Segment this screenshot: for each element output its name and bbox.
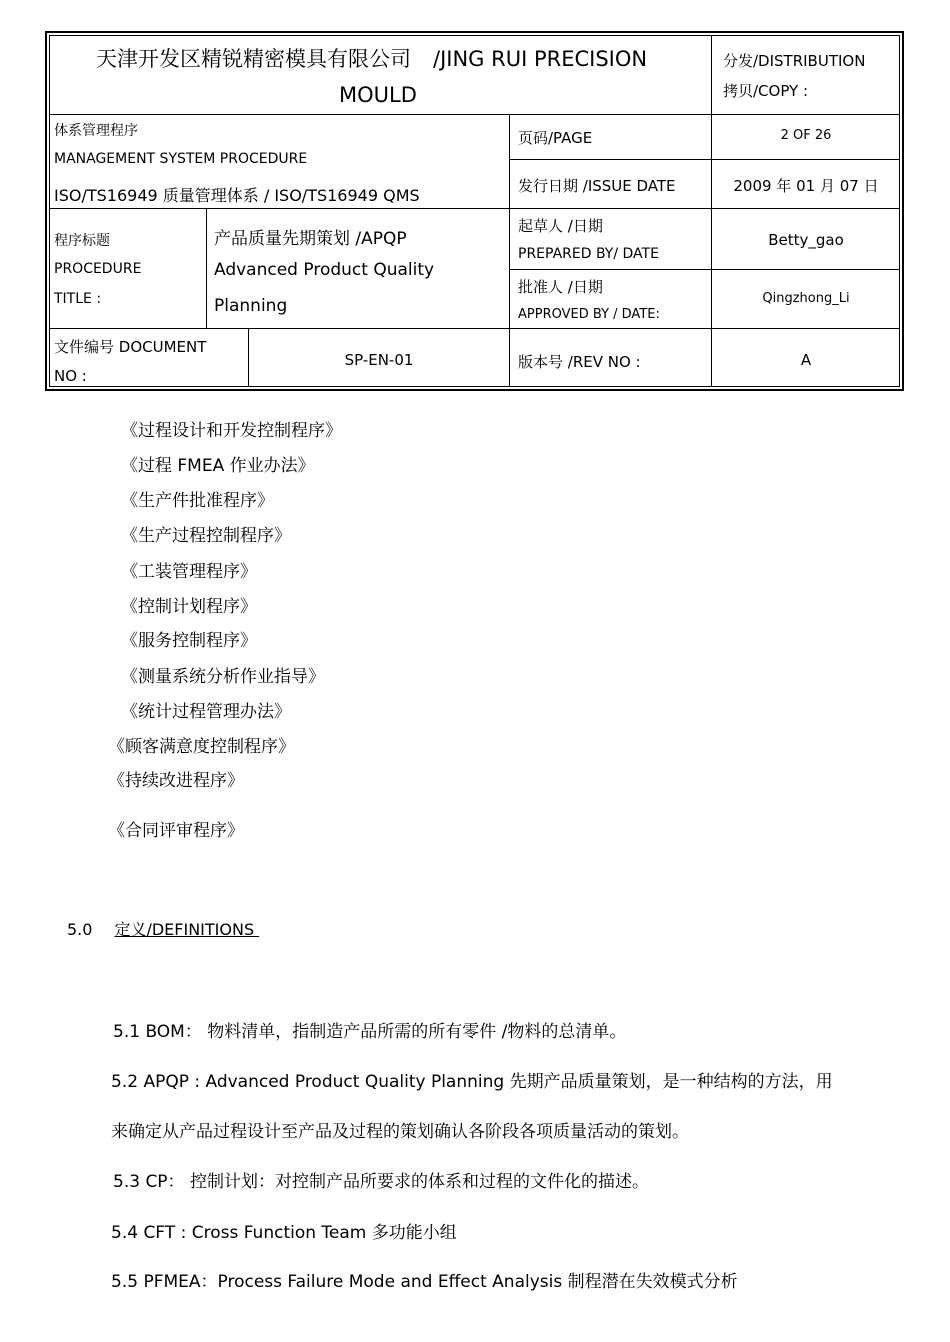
system-procedure-en: MANAGEMENT SYSTEM PROCEDURE: [54, 151, 308, 167]
document-no-label: 文件编号 DOCUMENT: [54, 338, 207, 356]
procedure-name-2: Advanced Product Quality: [214, 260, 435, 280]
prepared-by-label-en: PREPARED BY/ DATE: [518, 246, 659, 262]
prepared-by-label-cn: 起草人 /日期: [518, 217, 603, 235]
rev-no-value: A: [800, 351, 812, 369]
procedure-title-label-cn: 程序标题: [54, 233, 110, 249]
section-title: 定义/DEFINITIONS: [114, 920, 255, 939]
row-divider: [509, 269, 900, 270]
page-label: 页码/PAGE: [518, 129, 593, 147]
list-item: 《顾客满意度控制程序》: [108, 737, 295, 757]
definition-cp: 5.3 CP： 控制计划：对控制产品所要求的体系和过程的文件化的描述。: [113, 1172, 649, 1192]
section-heading: [67, 917, 259, 940]
prepared-by-value: Betty_gao: [768, 231, 844, 249]
system-procedure-cn: 体系管理程序: [54, 123, 138, 139]
company-name-en: /JING RUI PRECISION: [433, 47, 648, 71]
procedure-title-label-en: PROCEDURE: [54, 261, 142, 277]
procedure-name-3: Planning: [214, 296, 288, 316]
approved-by-label-en: APPROVED BY / DATE:: [518, 307, 660, 322]
row-divider: [49, 114, 900, 115]
issue-date-value: 2009 年 01 月 07 日: [733, 177, 879, 195]
procedure-title-label-en2: TITLE :: [54, 291, 102, 307]
list-item: 《生产过程控制程序》: [121, 526, 291, 546]
list-item: 《工装管理程序》: [121, 562, 257, 582]
company-name-en-cont: MOULD: [339, 83, 417, 107]
approved-by-value: Qingzhong_Li: [762, 291, 850, 306]
approved-by-label-cn: 批准人 /日期: [518, 278, 603, 296]
distribution-label: 分发/DISTRIBUTION: [723, 52, 866, 70]
col-divider: [206, 208, 207, 328]
definition-bom: 5.1 BOM： 物料清单，指制造产品所需的所有零件 /物料的总清单。: [113, 1022, 627, 1042]
row-divider: [509, 159, 900, 160]
list-item: 《测量系统分析作业指导》: [121, 667, 325, 687]
col-divider: [711, 35, 712, 387]
company-name-cn: 天津开发区精锐精密模具有限公司: [96, 47, 411, 71]
list-item: 《生产件批准程序》: [121, 491, 274, 511]
col-divider: [509, 114, 510, 387]
page-value: 2 OF 26: [780, 128, 832, 143]
rev-no-label: 版本号 /REV NO :: [518, 353, 641, 371]
definition-cft: 5.4 CFT : Cross Function Team 多功能小组: [111, 1223, 457, 1243]
row-divider: [49, 208, 900, 209]
definition-pfmea: 5.5 PFMEA：Process Failure Mode and Effect Analysis 制程潜在失效模式分析: [111, 1272, 738, 1292]
definition-apqp: 5.2 APQP : Advanced Product Quality Planning 先期产品质量策划，是一种结构的方法，用: [111, 1072, 833, 1092]
list-item: 《服务控制程序》: [121, 631, 257, 651]
list-item: 《合同评审程序》: [108, 821, 244, 841]
system-iso: ISO/TS16949 质量管理体系 / ISO/TS16949 QMS: [54, 186, 420, 205]
document-no-label-cont: NO :: [54, 367, 87, 385]
row-divider: [49, 328, 900, 329]
procedure-name-1: 产品质量先期策划 /APQP: [214, 229, 407, 249]
list-item: 《持续改进程序》: [108, 771, 244, 791]
copy-label: 拷贝/COPY :: [723, 82, 809, 100]
list-item: 《统计过程管理办法》: [121, 702, 291, 722]
list-item: 《过程 FMEA 作业办法》: [121, 456, 315, 476]
section-number: 5.0: [67, 920, 93, 939]
document-no-value: SP-EN-01: [344, 351, 414, 369]
definition-apqp-cont: 来确定从产品过程设计至产品及过程的策划确认各阶段各项质量活动的策划。: [111, 1122, 689, 1142]
list-item: 《过程设计和开发控制程序》: [121, 421, 342, 441]
issue-date-label: 发行日期 /ISSUE DATE: [518, 177, 676, 195]
list-item: 《控制计划程序》: [121, 597, 257, 617]
